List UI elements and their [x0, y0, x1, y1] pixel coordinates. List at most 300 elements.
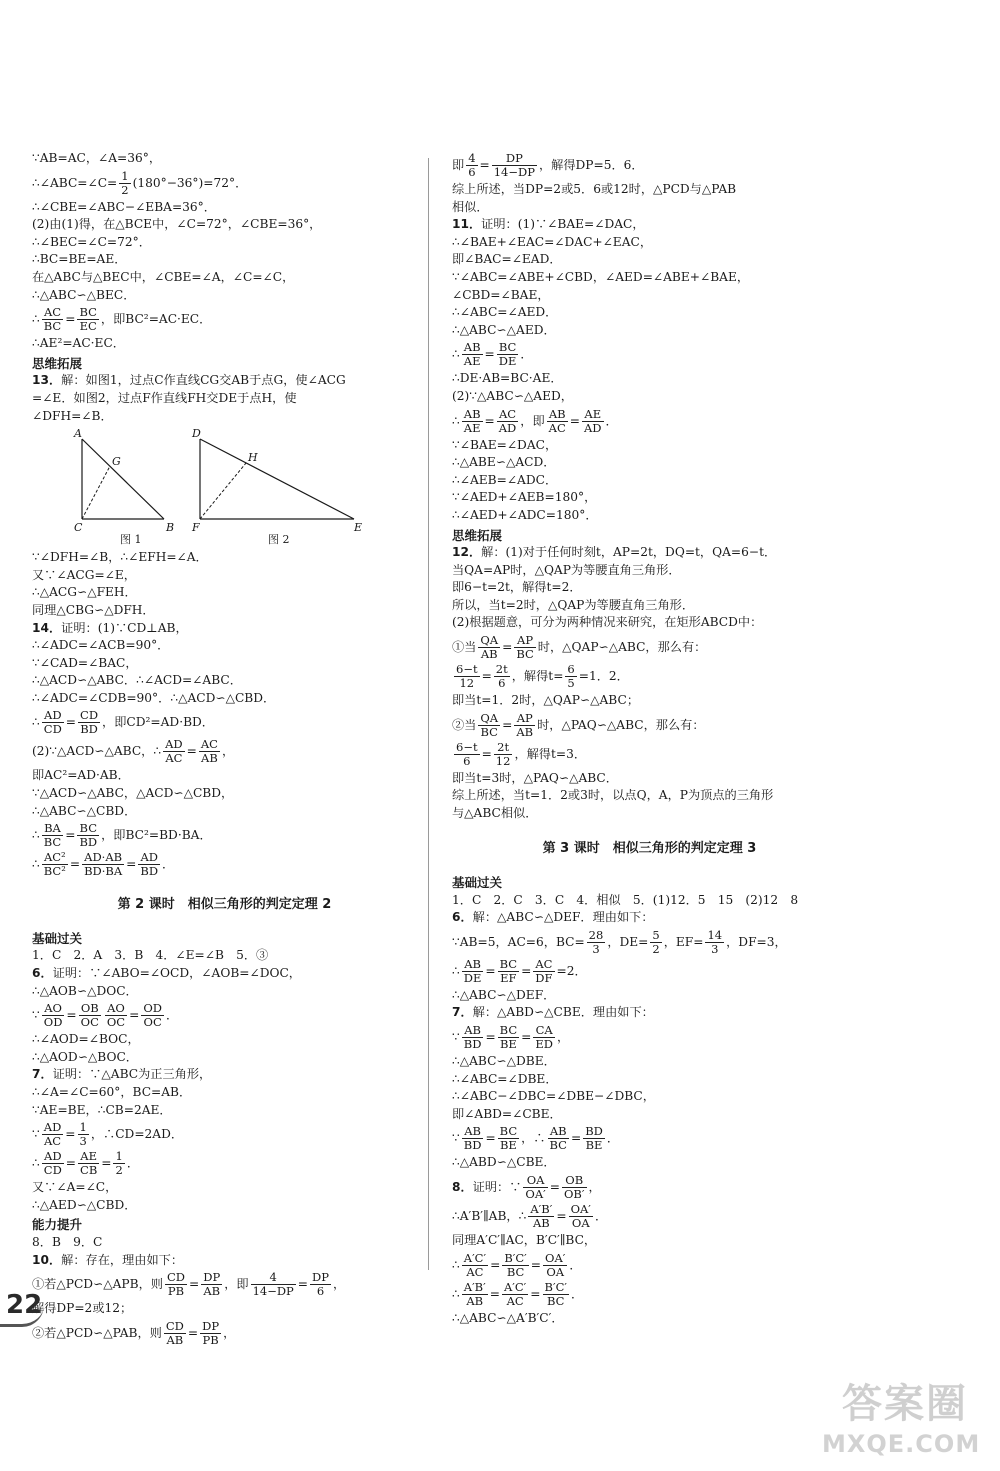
fraction: [494, 663, 510, 690]
vertex-label: E: [354, 521, 363, 535]
numerator: 6: [567, 662, 575, 677]
fraction: [650, 929, 661, 956]
denominator: BC: [480, 724, 498, 739]
text: 解：如图1，过点C作直线CG交AB于点G，使∠ACG: [61, 373, 346, 388]
fraction: [462, 408, 483, 435]
numerator: BC: [499, 1124, 518, 1139]
text-line: 即当t=1．2时，△QAP∽△ABC；: [452, 693, 640, 708]
fraction: [523, 1174, 547, 1201]
text: (2)∵△ACD∽△ABC，∴: [32, 744, 162, 759]
text-line: ②若△PCD∽△PAB，则 $\frac{CD}{AB}$ = $\frac{DP}{PB}$ ，: [32, 1318, 236, 1347]
text: ，即: [224, 1277, 249, 1292]
text-line: $\frac{6-t}{6}$ = $\frac{2t}{12}$ ，解得t=3．: [456, 739, 587, 768]
numerator: BC: [499, 1023, 518, 1037]
text: ，即BC²=AC·EC．: [100, 312, 212, 327]
numerator: BA: [42, 822, 63, 836]
text-line: 综上所述，当t=1．2或3时，以点Q，A，P为顶点的三角形: [452, 788, 774, 803]
text: 解：存在，理由如下：: [61, 1252, 184, 1267]
text-line: ∴∠AED+∠ADC=180°．: [452, 507, 598, 522]
denominator: BC: [43, 319, 62, 334]
text-line: ①当 $\frac{QA}{AB}$ = $\frac{AP}{BC}$ 时，△QAP∽△ABC，那么有：: [452, 633, 707, 662]
numerator: AB: [463, 406, 481, 421]
vertex-label: H: [248, 451, 258, 465]
section-heading: 基础过关: [32, 930, 83, 946]
denominator: 6: [463, 753, 471, 768]
text-line: [32, 372, 417, 390]
question-number: 7．: [32, 1067, 53, 1082]
denominator: DE: [498, 354, 517, 369]
text-line: 同理A′C′∥AC，B′C′∥BC，: [452, 1232, 597, 1247]
text: 解：△ABC∽△DEF．理由如下：: [472, 910, 654, 925]
denominator: 6: [316, 1284, 325, 1299]
numerator: OA′: [545, 1250, 566, 1265]
denominator: AB: [466, 1293, 484, 1308]
fraction: [77, 306, 98, 333]
text-line: ∴DE·AB=BC·AE．: [452, 371, 563, 386]
denominator: 5: [567, 676, 575, 691]
question-number: 13．: [32, 373, 62, 388]
text-line: ∴△ABC∽△DBE．: [452, 1054, 556, 1068]
numerator: 14: [707, 927, 723, 942]
denominator: ED: [535, 1037, 553, 1051]
numerator: OA: [523, 1174, 547, 1188]
fraction: [587, 929, 606, 956]
fraction: [502, 1252, 528, 1279]
text-line: ∴∠BEC=∠C=72°．: [32, 234, 151, 249]
denominator: BE: [585, 1138, 603, 1153]
fraction: [498, 958, 519, 985]
fraction: [454, 741, 480, 768]
fraction: [466, 152, 477, 179]
denominator: AB: [516, 724, 534, 739]
fraction: [582, 408, 604, 435]
text-line: ∵ $\frac{AB}{BD}$ = $\frac{BC}{BE}$ ，∴ $\frac{AB}{BC}$ = $\frac{BD}{BE}$ ．: [452, 1124, 620, 1153]
fraction: [543, 1281, 569, 1308]
vertex-label: C: [74, 521, 83, 535]
numerator: AB: [548, 1125, 569, 1139]
numerator: CA: [533, 1024, 555, 1038]
text: 证明：∵: [472, 1179, 522, 1194]
denominator: AB: [166, 1332, 184, 1347]
numerator: AB: [547, 408, 568, 422]
fraction: [42, 306, 63, 333]
denominator: BD·BA: [84, 864, 123, 879]
fraction: [498, 1125, 519, 1152]
text: ．: [594, 1208, 608, 1223]
fraction: [548, 1125, 569, 1152]
fraction: [562, 1174, 587, 1201]
text: ，: [223, 1325, 236, 1340]
denominator: PB: [167, 1284, 185, 1299]
numerator: 1: [79, 1120, 87, 1135]
denominator: AD: [498, 420, 517, 435]
text-line: ∴△AOB∽△DOC．: [32, 983, 138, 998]
text-line: ∴ $\frac{AD}{CD}$ = $\frac{CD}{BD}$ ，即CD²=AD·BD．: [32, 708, 214, 737]
text: ，解得DP=5．6．: [538, 158, 644, 172]
text-line: 同理△CBG∽△DFH．: [32, 602, 155, 617]
question-number: 12．: [452, 545, 482, 560]
text-line: 8．证明：∵ $\frac{OA}{OA'}$ = $\frac{OB}{OB'}$ ，: [452, 1172, 601, 1201]
text: ，: [221, 744, 235, 759]
denominator: DE: [463, 970, 482, 985]
text-line: (2)由(1)得，在△BCE中，∠C=72°，∠CBE=36°，: [32, 217, 322, 232]
text: ∴A′B′∥AB，∴: [452, 1208, 527, 1223]
numerator: OD: [143, 1001, 162, 1016]
text: ，: [556, 1030, 570, 1044]
text: ①若△PCD∽△APB，则: [32, 1277, 163, 1292]
watermark: [802, 1372, 982, 1464]
answer-line: 1．C 2．C 3．C 4．相似 5．(1)12．5 15 (2)12 8: [452, 892, 799, 907]
denominator: AC: [506, 1293, 524, 1308]
numerator: AD: [42, 1150, 64, 1164]
fraction: [492, 152, 537, 179]
question-number: 6．: [452, 910, 473, 925]
text-line: [452, 929, 847, 956]
question-number: 10．: [32, 1252, 62, 1267]
figure-caption: 图 1: [120, 533, 142, 546]
denominator: EF: [500, 970, 517, 985]
denominator: 14−DP: [252, 1284, 294, 1299]
fraction: [141, 1002, 164, 1029]
fraction: [478, 712, 500, 739]
numerator: AO: [105, 1002, 127, 1016]
text-line: ∴A′B′∥AB，∴ $\frac{A'B'}{AB}$ = $\frac{OA'}{OA}$ ．: [452, 1201, 608, 1230]
left-column: [32, 150, 417, 1349]
denominator: OA: [571, 1215, 590, 1230]
text-line: ∵AB=AC，∠A=36°，: [32, 151, 162, 165]
numerator: BC: [497, 341, 519, 355]
denominator: AB: [203, 1284, 221, 1299]
section-heading: 基础过关: [452, 875, 503, 891]
fraction: [199, 738, 220, 765]
text-line: [452, 909, 847, 927]
text-line: ∴∠ADC=∠ACB=90°．: [32, 638, 170, 653]
text-line: ∴∠ABC=∠DBE．: [452, 1071, 558, 1086]
fraction: [705, 929, 724, 956]
text-line: ∴△ABC∽△DEF．: [452, 987, 556, 1002]
text-line: ∴ $\frac{AB}{AE}$ = $\frac{BC}{DE}$ ．: [452, 340, 533, 369]
numerator: BC: [79, 305, 97, 320]
text: 证明：∵△ABC为正三角形，: [52, 1067, 212, 1082]
numerator: B′C′: [544, 1279, 567, 1294]
numerator: 1: [121, 168, 129, 183]
denominator: AC: [466, 1264, 484, 1279]
fraction: [569, 1203, 593, 1230]
text-line: (2)∵△ABC∽△AED，: [452, 388, 573, 403]
question-number: 14．: [32, 620, 62, 635]
denominator: 2: [115, 1163, 123, 1178]
numerator: CD: [166, 1270, 185, 1285]
text: ，即: [520, 413, 545, 428]
text-line: ∴△ABE∽△ACD．: [452, 455, 556, 470]
text: 证明：(1)∵CD⊥AB，: [61, 620, 188, 635]
text-line: [32, 1252, 417, 1270]
numerator: 5: [652, 927, 660, 942]
text: =2．: [556, 963, 587, 978]
fraction: [42, 1002, 65, 1029]
text-line: 综上所述，当DP=2或5．6或12时，△PCD与△PAB: [452, 182, 737, 196]
text-line: ∵∠CAD=∠BAC，: [32, 655, 138, 670]
denominator: 14−DP: [493, 165, 535, 179]
denominator: 2: [121, 182, 129, 197]
fraction: [42, 851, 68, 878]
text: ，即CD²=AD·BD．: [102, 715, 214, 730]
text-line: ∴△AED∽△CBD．: [32, 1197, 137, 1212]
text: ，DE=: [607, 934, 649, 949]
text-line: ∴△ACD∽△ABC．∴∠ACD=∠ABC．: [32, 673, 242, 688]
text-line: ∠DFH=∠B．: [32, 408, 113, 423]
text-line: [32, 170, 417, 197]
fraction: [583, 1125, 605, 1152]
text-line: =∠E．如图2，过点F作直线FH交DE于点H，使: [32, 390, 297, 405]
numerator: QA: [480, 710, 499, 725]
text-line: (2)根据题意，可分为两种情况来研究，在矩形ABCD中：: [452, 615, 763, 630]
text-line: ∴△ABC∽△CBD．: [32, 803, 137, 818]
fraction: [462, 1252, 488, 1279]
fraction: [502, 1281, 528, 1308]
numerator: AC: [42, 306, 63, 320]
denominator: BD: [140, 864, 159, 879]
denominator: BC: [506, 1264, 525, 1279]
numerator: AP: [514, 712, 535, 726]
answer-line: 8．B 9．C: [32, 1234, 103, 1249]
numerator: A′B′: [530, 1201, 553, 1216]
triangle-figures: [32, 427, 417, 545]
fraction: [79, 1002, 101, 1029]
text-line: [452, 544, 847, 562]
text: ，即BC²=BD·BA．: [101, 828, 212, 843]
denominator: 3: [711, 941, 719, 956]
text-line: ∴AE²=AC·EC．: [32, 336, 125, 351]
fraction: [164, 1320, 186, 1347]
answer-line: 1．C 2．A 3．B 4．∠E=∠B 5．③: [32, 948, 269, 963]
text: ．: [606, 1131, 620, 1146]
text-line: [32, 965, 417, 983]
numerator: QA: [480, 633, 499, 648]
text-line: ∴△ACG∽△FEH．: [32, 585, 137, 600]
numerator: 4: [251, 1271, 296, 1285]
text-line: 与△ABC相似．: [452, 805, 538, 820]
fraction: [251, 1271, 296, 1298]
text-line: 即6−t=2t，解得t=2．: [452, 580, 582, 595]
text-line: ∵ $\frac{AD}{AC}$ = $\frac{1}{3}$ ，∴CD=2AD．: [32, 1120, 184, 1149]
text-line: 又∵∠ACG=∠E，: [32, 567, 136, 582]
fraction: [533, 958, 554, 985]
numerator: AD: [138, 851, 160, 865]
text: 时，△PAQ∽△ABC，那么有：: [537, 717, 705, 732]
denominator: AB: [480, 647, 498, 662]
numerator: 6−t: [456, 662, 478, 677]
denominator: CB: [80, 1163, 98, 1178]
numerator: AB: [462, 1024, 484, 1038]
fraction: [105, 1002, 127, 1029]
numerator: AC: [200, 737, 218, 752]
right-column: [452, 150, 847, 1327]
denominator: 2: [652, 941, 660, 956]
numerator: CD: [80, 708, 99, 723]
numerator: BC: [499, 956, 518, 971]
denominator: CD: [43, 1163, 62, 1178]
numerator: AD: [42, 709, 64, 723]
text-line: ∴△ABC∽△BEC．: [32, 287, 136, 302]
fraction: [163, 738, 185, 765]
denominator: EC: [79, 319, 97, 334]
text-line: (2)∵△ACD∽△ABC，∴ $\frac{AD}{AC}$ = $\frac{AC}{AB}$ ，: [32, 737, 235, 766]
fraction: [113, 1150, 124, 1177]
column-divider: [428, 158, 429, 1270]
fraction: [200, 1320, 221, 1347]
denominator: AB: [201, 751, 218, 766]
denominator: BE: [499, 1138, 517, 1153]
denominator: BD: [463, 1138, 482, 1153]
numerator: B′C′: [504, 1250, 527, 1265]
denominator: AC: [548, 420, 566, 435]
text-line: ∴ $\frac{A'B'}{AB}$ = $\frac{A'C'}{AC}$ = $\frac{B'C'}{BC}$ ．: [452, 1279, 584, 1308]
numerator: 28: [588, 927, 604, 942]
numerator: AC: [497, 408, 519, 422]
text-line: ∴ $\frac{BA}{BC}$ = $\frac{BC}{BD}$ ，即BC²=BD·BA．: [32, 821, 212, 850]
text-line: ∴ $\frac{AB}{AE}$ = $\frac{AC}{AD}$ ，即 $\frac{AB}{AC}$ = $\frac{AE}{AD}$ ．: [452, 406, 618, 435]
fraction: [528, 1203, 554, 1230]
denominator: OB′: [564, 1186, 585, 1201]
text-line: ∵∠DFH=∠B，∴∠EFH=∠A．: [32, 550, 208, 565]
numerator: A′C′: [503, 1279, 527, 1294]
numerator: CD: [165, 1318, 184, 1333]
fraction: [119, 170, 130, 197]
text: ，EF=: [663, 934, 704, 949]
fraction: [78, 1121, 89, 1148]
figure-1: [73, 427, 174, 545]
text-line: 相似．: [452, 199, 489, 214]
text: 解：△ABD∽△CBE．理由如下：: [472, 1005, 654, 1020]
fraction: [514, 712, 535, 739]
fraction: [77, 822, 99, 849]
denominator: AD: [583, 420, 602, 435]
figures-svg: [32, 427, 417, 545]
numerator: AB: [462, 958, 484, 972]
text: ，DF=3，: [726, 934, 787, 949]
numerator: DP: [202, 1318, 220, 1333]
text-line: 当QA=AP时，△QAP为等腰直角三角形．: [452, 562, 681, 577]
numerator: DP: [312, 1270, 329, 1285]
fraction: [514, 634, 535, 661]
text-line: [452, 216, 847, 234]
numerator: 2t: [495, 662, 508, 677]
numerator: AP: [514, 634, 535, 648]
text-line: [32, 620, 417, 638]
numerator: 6−t: [456, 739, 478, 754]
section-heading: 思维拓展: [452, 527, 503, 543]
fraction: [462, 958, 484, 985]
text-line: 在△ABC与△BEC中，∠CBE=∠A，∠C=∠C，: [32, 269, 295, 284]
figure-2: [191, 427, 362, 545]
section-heading: 能力提升: [32, 1217, 83, 1233]
question-number: 11．: [452, 217, 482, 232]
text: ②若△PCD∽△PAB，则: [32, 1325, 162, 1340]
fraction: [497, 341, 519, 368]
numerator: A′B′: [463, 1279, 486, 1294]
text-line: ②当 $\frac{QA}{BC}$ = $\frac{AP}{AB}$ 时，△PAQ∽△ABC，那么有：: [452, 710, 705, 739]
text-line: ∴ $\frac{\text{AC²}}{\text{BC²}}$ = $\frac{AD\cdot AB}{BD\cdot BA}$ = $\frac{AD}{BD}$ ．: [32, 850, 175, 879]
text-line: 即当t=3时，△PAQ∽△ABC．: [452, 770, 618, 785]
denominator: BC: [43, 835, 62, 850]
denominator: 6: [468, 165, 476, 179]
page-number: 22: [6, 1290, 43, 1320]
watermark-url: MXQE.COM: [822, 1430, 981, 1458]
vertex-label: A: [74, 427, 82, 441]
denominator: 12: [459, 676, 475, 691]
numerator: OB: [562, 1174, 587, 1188]
denominator: BC²: [43, 864, 66, 879]
text: ，解得t=3．: [514, 746, 587, 761]
text-line: ∴△ABD∽△CBE．: [452, 1155, 556, 1170]
fraction: [138, 851, 160, 878]
text: 证明：(1)∵∠BAE=∠DAC，: [481, 217, 645, 232]
numerator: AC²: [42, 851, 68, 865]
text-line: 即∠ABD=∠CBE．: [452, 1106, 562, 1121]
numerator: BD: [585, 1124, 603, 1139]
text-line: ∵ $\frac{AO}{OD}$ = $\frac{OB}{OC}$ $\frac{AO}{OC}$ = $\frac{OD}{OC}$ ．: [32, 1001, 179, 1030]
denominator: AC: [43, 1134, 62, 1149]
vertex-label: G: [112, 455, 121, 469]
denominator: AE: [463, 354, 481, 369]
text-line: ∴∠ABC−∠DBC=∠DBE−∠DBC，: [452, 1089, 655, 1104]
text-line: ∵△ACD∽△ABC，△ACD∽△CBD，: [32, 786, 234, 801]
numerator: AD: [165, 737, 183, 752]
denominator: OD: [43, 1015, 63, 1030]
text-line: 即∠BAC=∠EAD．: [452, 252, 562, 267]
question-number: 8．: [452, 1179, 473, 1194]
fraction: [543, 1252, 567, 1279]
vertex-label: B: [166, 521, 175, 535]
denominator: OC: [143, 1015, 162, 1030]
text-line: ∴ $\frac{AC}{BC}$ = $\frac{BC}{EC}$ ，即BC²=AC·EC．: [32, 305, 212, 334]
text-line: ∴∠CBE=∠ABC−∠EBA=36°．: [32, 199, 216, 214]
denominator: BC: [547, 1293, 565, 1308]
text: ．: [165, 1008, 179, 1023]
numerator: DP: [492, 152, 537, 166]
denominator: 3: [592, 941, 600, 956]
fraction: [478, 634, 500, 661]
denominator: OC: [106, 1015, 126, 1030]
text: ②当: [452, 717, 477, 732]
numerator: DP: [203, 1270, 221, 1285]
fraction: [498, 1024, 519, 1051]
denominator: PB: [202, 1332, 219, 1347]
text: 时，△QAP∽△ABC，那么有：: [537, 640, 707, 655]
text-line: $\frac{6-t}{12}$ = $\frac{2t}{6}$ ，解得t= $\frac{6}{5}$ =1．2．: [456, 662, 629, 691]
text: ①当: [452, 640, 477, 655]
figure-caption: 图 2: [268, 533, 290, 546]
fraction: [454, 663, 480, 690]
numerator: AE: [582, 408, 604, 422]
text: ∵AB=5，AC=6，BC=: [452, 934, 585, 949]
fraction: [201, 1271, 222, 1298]
fraction: [462, 1281, 488, 1308]
text-line: ∴∠ADC=∠CDB=90°．∴△ACD∽△CBD．: [32, 690, 276, 705]
fraction: [42, 1150, 64, 1177]
text: (180°−36°)=72°．: [132, 175, 248, 190]
text-line: 所以，当t=2时，△QAP为等腰直角三角形．: [452, 597, 695, 612]
vertex-label: D: [192, 427, 201, 441]
text-line: ∴△ABC∽△A′B′C′．: [452, 1310, 564, 1325]
numerator: A′C′: [463, 1250, 487, 1265]
vertex-label: F: [192, 521, 200, 535]
text-line: ∴∠BAE+∠EAC=∠DAC+∠EAC，: [452, 234, 653, 249]
text-line: ∴∠A=∠C=60°，BC=AB．: [32, 1085, 192, 1099]
text-line: ∴ $\frac{A'C'}{AC}$ = $\frac{B'C'}{BC}$ = $\frac{OA'}{OA}$ ．: [452, 1250, 582, 1279]
text: ．: [162, 857, 175, 872]
